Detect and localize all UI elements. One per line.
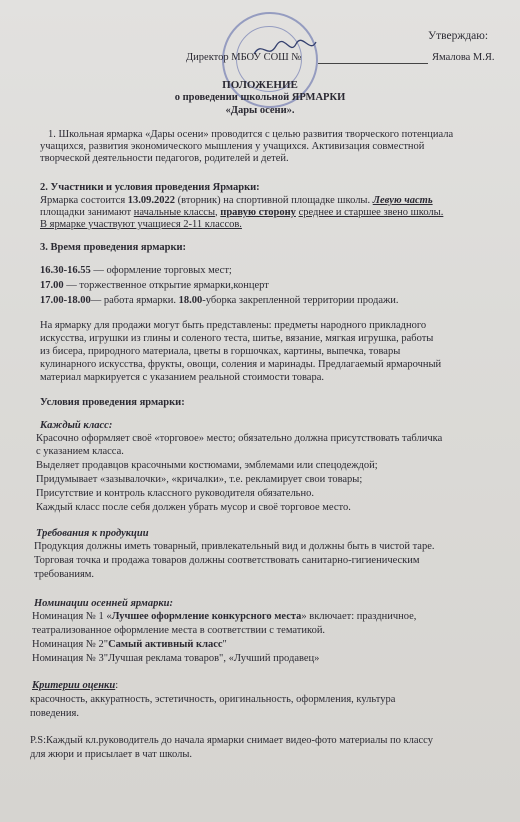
schedule-row: 17.00 — торжественное открытие ярмарки,концерт [40, 280, 269, 291]
signature-line [318, 63, 428, 64]
products-line: кулинарного искусства, фрукты, овощи, соления и маринады. Предлагаемый ярмарочный [40, 359, 442, 370]
nomination-3: Номинация № 3"Лучшая реклама товаров", «Лучший продавец» [32, 653, 320, 664]
doc-title: ПОЛОЖЕНИЕ [222, 79, 298, 91]
criteria-line: красочность, аккуратность, эстетичность, оригинальность, оформления, культура [30, 694, 396, 705]
requirements-line: Продукция должны иметь товарный, привлекательный вид и должны быть в чистой таре. [34, 541, 435, 552]
section2-line3: В ярмарке участвуют учащиеся 2-11 классов. [40, 219, 242, 230]
products-line: На ярмарку для продажи могут быть представлены: предметы народного прикладного [40, 320, 427, 331]
section3-heading: 3. Время проведения ярмарки: [40, 242, 187, 253]
each-class-line: с указанием класса. [36, 446, 124, 457]
products-line: искусства, игрушки из глины и соленого теста, шитье, вязание, мягкая игрушка, работы [40, 333, 434, 344]
nomination-2: Номинация № 2"Самый активный класс" [32, 639, 227, 650]
ps-line: для жюри и присылает в чат школы. [30, 749, 193, 760]
each-class-line: Придумывает «зазывалочки», «кричалки», т.е. рекламирует свои товары; [36, 474, 363, 485]
doc-subtitle: о проведении школьной ЯРМАРКИ [174, 92, 346, 103]
each-class-heading: Каждый класс: [40, 420, 113, 431]
criteria-line: поведения. [30, 708, 79, 719]
nomination-1: Номинация № 1 «Лучшее оформление конкурсного места» включает: праздничное, [32, 611, 417, 622]
nominations-heading: Номинации осенней ярмарки: [34, 598, 173, 609]
section2-line2: площадки занимают начальные классы, правую сторону среднее и старшее звено школы. [40, 207, 444, 218]
ps-line: P.S:Каждый кл.руководитель до начала ярмарки снимает видео-фото материалы по классу [30, 735, 433, 746]
each-class-line: Выделяет продавцов красочными костюмами, эмблемами или спецодеждой; [36, 460, 378, 471]
each-class-line: Красочно оформляет своё «торговое» место; обязательно должна присутствовать табличка [36, 433, 443, 444]
requirements-heading: Требования к продукции [36, 528, 149, 539]
schedule-row: 17.00-18.00— работа ярмарки. 18.00-уборка закрепленной территории продажи. [40, 295, 399, 306]
section2-heading: 2. Участники и условия проведения Ярмарки: [40, 182, 260, 193]
each-class-line: Каждый класс после себя должен убрать мусор и своё торговое место. [36, 502, 351, 513]
fair-name: «Дары осени». [225, 105, 295, 116]
requirements-line: Торговая точка и продажа товаров должны соответствовать санитарно-гигиеническим [34, 555, 420, 566]
director-label: Директор МБОУ СОШ № [186, 52, 302, 63]
conditions-heading: Условия проведения ярмарки: [40, 397, 185, 408]
nomination-1-detail: театрализованное оформление места в соответствии с тематикой. [32, 625, 326, 636]
section1-line: учащихся, развития экономического мышления у учащихся. Активизация совместной [40, 141, 425, 152]
products-line: из бисера, природного материала, цветы в горшочках, картины, выпечка, товары [40, 346, 401, 357]
approve-label: Утверждаю: [428, 30, 489, 42]
section1-line: 1. Школьная ярмарка «Дары осени» проводится с целью развития творческого потенциала [48, 129, 454, 140]
schedule-row: 16.30-16.55 — оформление торговых мест; [40, 265, 232, 276]
criteria-heading: Критерии оценки: [32, 680, 119, 691]
director-name: Ямалова М.Я. [432, 52, 495, 63]
each-class-line: Присутствие и контроль классного руководителя обязательно. [36, 488, 314, 499]
requirements-line: требованиям. [34, 569, 95, 580]
section2-line1: Ярмарка состоится 13.09.2022 (вторник) на спортивной площадке школы. Левую часть [40, 195, 433, 206]
section1-line: творческой деятельности педагогов, родителей и детей. [40, 153, 289, 164]
products-line: материал маркируется с указанием реальной стоимости товара. [40, 372, 325, 383]
